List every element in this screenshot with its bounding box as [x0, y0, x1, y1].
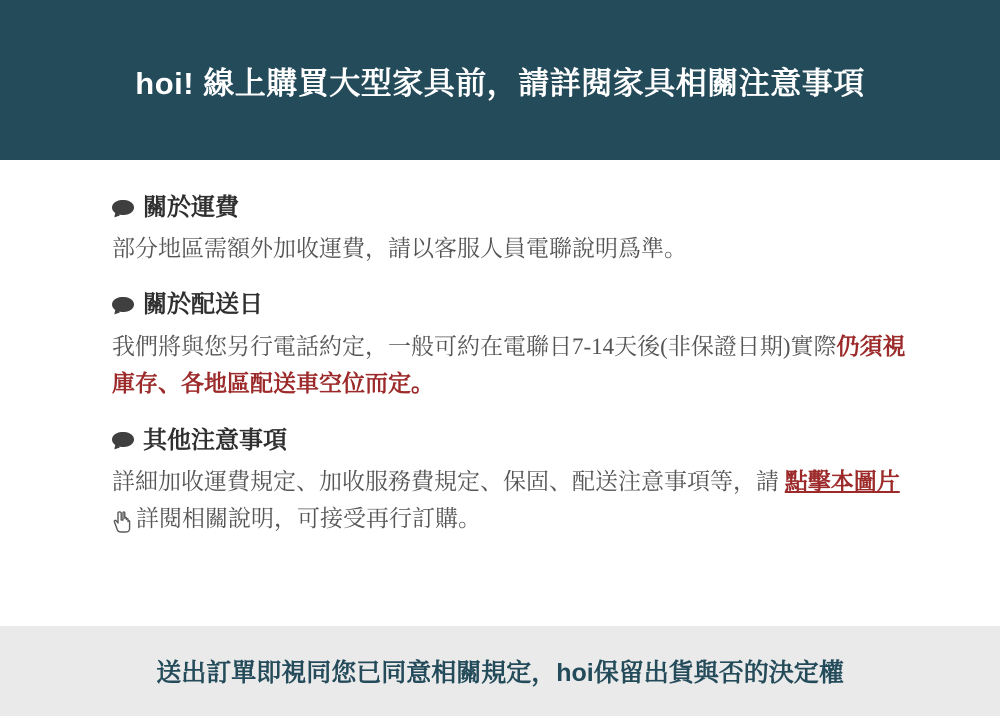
banner-footer [0, 626, 1000, 716]
section-body-shipping-fee: 部分地區需額外加收運費，請以客服人員電聯說明爲準。 [112, 235, 687, 261]
section-body-other-notes [112, 463, 912, 537]
section-body-delivery-date [112, 328, 912, 403]
click-image-link[interactable]: 點擊本圖片 [784, 468, 900, 495]
hand-cursor-icon [110, 509, 136, 535]
other-notes-text-after: 詳閱相關說明，可接受再行訂購。 [136, 505, 481, 531]
footer-agreement-text: 送出訂單即視同您已同意相關規定，hoi保留出貨與否的決定權 [156, 659, 844, 687]
section-shipping-fee [112, 194, 1000, 267]
section-title-delivery-date: 關於配送日 [143, 291, 263, 319]
delivery-date-text: 我們將與您另行電話約定，一般可約在電聯日7-14天後(非保證日期)實際 [112, 333, 837, 359]
section-title-shipping-fee: 關於運費 [143, 194, 239, 221]
speech-bubble-icon [112, 200, 134, 217]
speech-bubble-icon [112, 432, 134, 449]
section-heading [112, 291, 1000, 320]
page-title: hoi! 線上購買大型家具前，請詳閱家具相關注意事項 [135, 65, 865, 101]
section-heading [112, 194, 1000, 223]
section-delivery-date [112, 291, 1000, 402]
section-heading [112, 427, 1000, 456]
other-notes-text-before: 詳細加收運費規定、加收服務費規定、保固、配送注意事項等，請 [112, 469, 779, 495]
speech-bubble-icon [112, 297, 134, 314]
banner-header [0, 0, 1000, 160]
section-title-other-notes: 其他注意事項 [143, 426, 287, 454]
delivery-date-emphasis: 仍須視庫存、各地區配送車空位而定。 [112, 332, 906, 397]
section-other-notes [112, 427, 1000, 537]
notice-content [0, 160, 1000, 626]
